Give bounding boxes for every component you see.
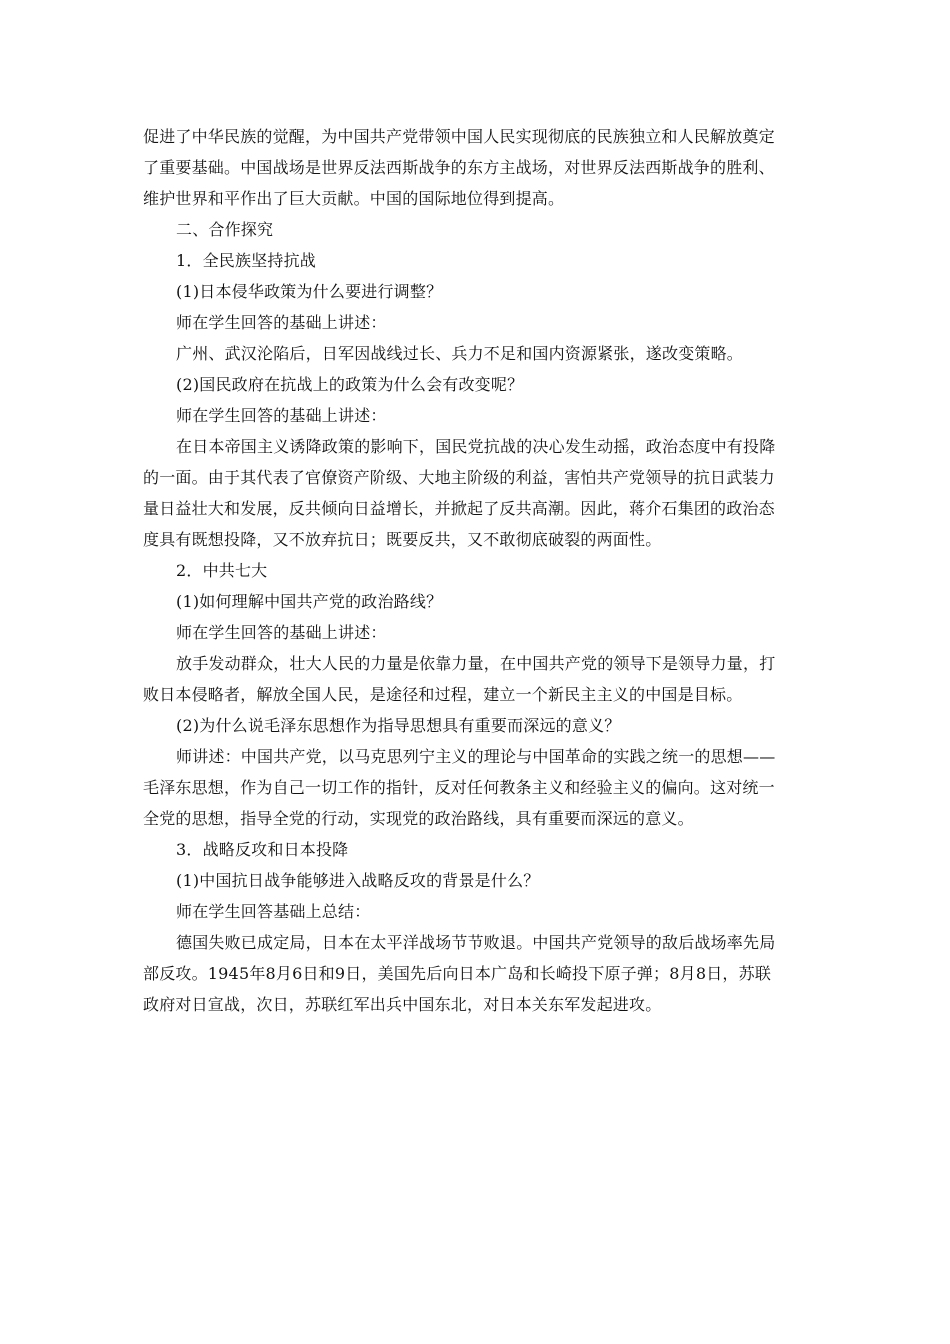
question-line: (1)日本侵华政策为什么要进行调整？ xyxy=(176,282,443,301)
subsection-heading: 3．战略反攻和日本投降 xyxy=(176,840,349,859)
text-line: 在日本帝国主义诱降政策的影响下，国民党抗战的决心发生动摇，政治态度中有投降 xyxy=(176,437,776,456)
text-line: 师在学生回答基础上总结： xyxy=(176,902,371,921)
text-line: 度具有既想投降，又不放弃抗日；既要反共，又不敢彻底破裂的两面性。 xyxy=(143,530,662,549)
text-line: 德国失败已成定局，日本在太平洋战场节节败退。中国共产党领导的敌后战场率先局 xyxy=(176,933,776,952)
section-heading: 二、合作探究 xyxy=(176,220,274,239)
text-line: 全党的思想，指导全党的行动，实现党的政治路线，具有重要而深远的意义。 xyxy=(143,809,694,828)
text-line: 促进了中华民族的觉醒，为中国共产党带领中国人民实现彻底的民族独立和人民解放奠定 xyxy=(143,127,775,146)
text-line: 毛泽东思想，作为自己一切工作的指针，反对任何教条主义和经验主义的偏向。这对统一 xyxy=(143,778,775,797)
question-line: (2)为什么说毛泽东思想作为指导思想具有重要而深远的意义？ xyxy=(176,716,621,735)
text-line: 师在学生回答的基础上讲述： xyxy=(176,313,387,332)
text-line: 师讲述：中国共产党，以马克思列宁主义的理论与中国革命的实践之统一的思想—— xyxy=(176,747,776,766)
text-line: 部反攻。1945年8月6日和9日，美国先后向日本广岛和长崎投下原子弹；8月8日，苏联 xyxy=(143,964,772,983)
text-line: 政府对日宣战，次日，苏联红军出兵中国东北，对日本关东军发起进攻。 xyxy=(143,995,662,1014)
document-body xyxy=(143,121,807,1020)
subsection-heading: 1．全民族坚持抗战 xyxy=(176,251,316,270)
text-line: 的一面。由于其代表了官僚资产阶级、大地主阶级的利益，害怕共产党领导的抗日武装力 xyxy=(143,468,775,487)
text-line: 广州、武汉沦陷后，日军因战线过长、兵力不足和国内资源紧张，遂改变策略。 xyxy=(176,344,744,363)
subsection-heading: 2．中共七大 xyxy=(176,561,268,580)
text-line: 师在学生回答的基础上讲述： xyxy=(176,623,387,642)
question-line: (1)中国抗日战争能够进入战略反攻的背景是什么？ xyxy=(176,871,540,890)
text-line: 了重要基础。中国战场是世界反法西斯战争的东方主战场，对世界反法西斯战争的胜利、 xyxy=(143,158,775,177)
text-line: 量日益壮大和发展，反共倾向日益增长，并掀起了反共高潮。因此，蒋介石集团的政治态 xyxy=(143,499,775,518)
question-line: (1)如何理解中国共产党的政治路线？ xyxy=(176,592,443,611)
text-line: 师在学生回答的基础上讲述： xyxy=(176,406,387,425)
text-line: 维护世界和平作出了巨大贡献。中国的国际地位得到提高。 xyxy=(143,189,565,208)
text-line: 败日本侵略者，解放全国人民，是途径和过程，建立一个新民主主义的中国是目标。 xyxy=(143,685,743,704)
question-line: (2)国民政府在抗战上的政策为什么会有改变呢？ xyxy=(176,375,524,394)
text-line: 放手发动群众，壮大人民的力量是依靠力量，在中国共产党的领导下是领导力量，打 xyxy=(176,654,776,673)
